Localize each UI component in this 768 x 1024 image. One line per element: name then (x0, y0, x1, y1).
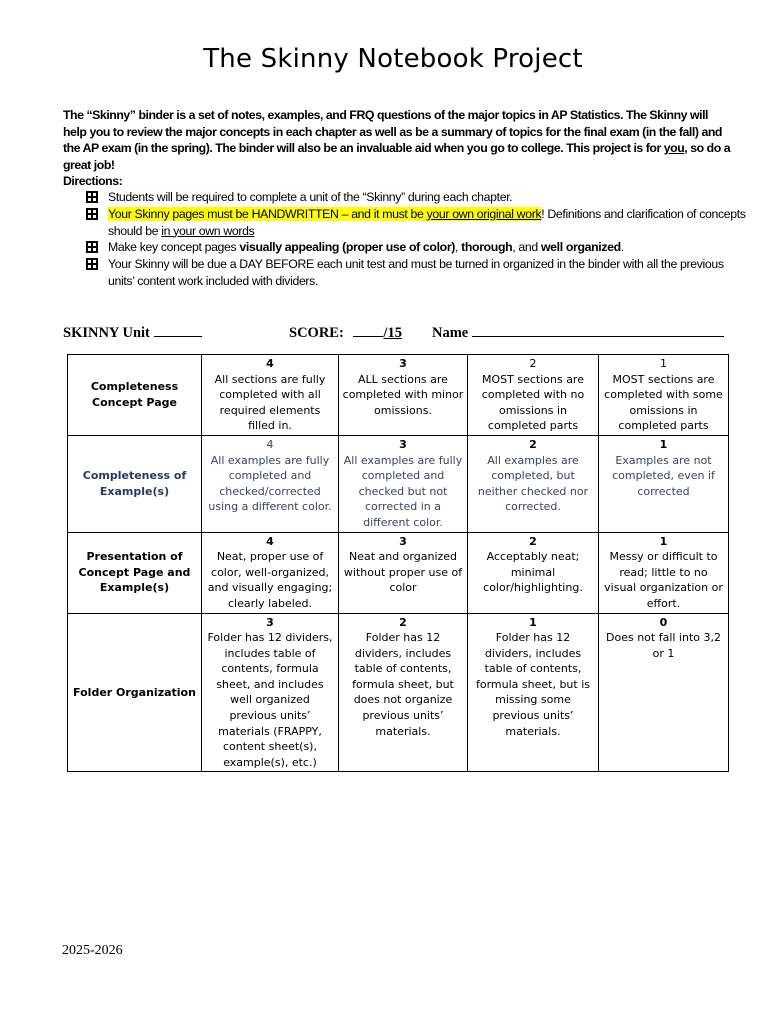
score-blank[interactable] (353, 322, 383, 337)
name-blank[interactable] (472, 322, 724, 337)
points-value: 3 (266, 615, 274, 629)
points-value: 0 (659, 615, 668, 629)
checklist-bullet-icon (86, 241, 98, 253)
rubric-cell (468, 355, 599, 436)
rubric-description: Examples are not completed, even if corrected (612, 453, 715, 498)
direction-text: Your Skinny will be due a DAY BEFORE each unit test and must be turned in organized in the binder with all the previous units’ content work included with dividers. (108, 257, 724, 288)
rubric-cell (599, 532, 729, 613)
rubric-row-examples (68, 435, 729, 532)
rubric-description: Neat and organized without proper use of color (343, 550, 463, 595)
rubric-cell (468, 613, 599, 772)
rubric-description: MOST sections are completed with some omissions in completed parts (604, 372, 723, 433)
rubric-description: All sections are fully completed with all required elements filled in. (214, 372, 326, 433)
points-value: 4 (266, 437, 274, 451)
score-field (289, 322, 402, 342)
points-value: 2 (529, 534, 537, 548)
direction-item (86, 256, 746, 290)
school-year-footer: 2025-2026 (62, 943, 123, 958)
points-value: 3 (399, 437, 407, 451)
direction-item (86, 206, 746, 240)
direction-text: . (620, 240, 624, 255)
rubric-cell (599, 355, 729, 436)
name-field (432, 322, 724, 342)
rubric-cell (339, 532, 468, 613)
direction-item (86, 239, 746, 256)
points-value: 4 (266, 534, 274, 548)
rubric-table (67, 354, 729, 772)
direction-item (86, 189, 746, 206)
points-value: 1 (659, 534, 668, 548)
score-label: SCORE: (289, 325, 344, 341)
direction-bold-text: well organized (540, 240, 621, 255)
rubric-description: MOST sections are completed with no omissions in completed parts (481, 372, 585, 433)
rubric-cell (202, 532, 339, 613)
direction-text: Make key concept pages (108, 240, 240, 255)
rubric-row-presentation (68, 532, 729, 613)
rubric-cell (468, 532, 599, 613)
rubric-description: Does not fall into 3,2 or 1 (606, 631, 721, 660)
direction-bold-text: visually appealing (proper use of color) (239, 240, 455, 255)
directions-heading: Directions: (63, 174, 123, 188)
rubric-cell (202, 355, 339, 436)
criterion-cell: Folder Organization (68, 613, 202, 772)
rubric-cell (339, 613, 468, 772)
points-value: 1 (529, 615, 537, 629)
direction-text: ! Definitions and clarification of concepts should be (108, 206, 746, 238)
unit-label: SKINNY Unit (63, 325, 150, 341)
unit-blank[interactable] (154, 322, 202, 337)
rubric-description: Messy or difficult to read; little to no visual organization or effort. (604, 550, 723, 610)
name-label: Name (432, 325, 469, 341)
points-value: 2 (529, 437, 537, 451)
rubric-description: Folder has 12 dividers, includes table of contents, formula sheet, and includes well organized previous units’ materials (FRAPPY, content sheet(s), example(s), etc.) (207, 631, 333, 769)
direction-highlighted-underlined-text: your own original work (426, 206, 542, 221)
direction-text: , (455, 240, 462, 255)
criterion-cell: Completeness of Example(s) (68, 435, 202, 532)
rubric-cell (468, 435, 599, 532)
checklist-bullet-icon (86, 208, 98, 220)
points-value: 2 (399, 615, 407, 629)
checklist-bullet-icon (86, 191, 98, 203)
rubric-row-concept-page (68, 355, 729, 436)
points-value: 2 (529, 357, 537, 370)
direction-text: , and (512, 240, 541, 255)
direction-bold-text: thorough (461, 240, 513, 255)
intro-text-1: The “Skinny” binder is a set of notes, examples, and FRQ questions of the major topics in AP Statistics. The Skinny will help you to review the major concepts in each chapter as well as be a summary of topics for the final exam (in the fall) and the AP exam (in the spring). The binder will also be an invaluable aid when you go to college. This project is for (63, 108, 722, 155)
rubric-description: All examples are completed, but neither checked nor corrected. (477, 453, 589, 514)
rubric-description: All examples are fully completed and checked/corrected using a different color. (208, 453, 332, 514)
rubric-cell (202, 613, 339, 772)
intro-text-2: , so do a great job! (63, 141, 731, 172)
unit-field (63, 322, 202, 342)
checklist-bullet-icon (86, 258, 98, 270)
points-value: 1 (659, 437, 668, 451)
rubric-cell (339, 435, 468, 532)
rubric-description: Acceptably neat; minimal color/highlighting. (483, 550, 583, 595)
score-line (63, 322, 743, 342)
rubric-description: ALL sections are completed with minor omissions. (342, 372, 464, 417)
rubric-description: Folder has 12 dividers, includes table of contents, formula sheet, but does not organize previous units’ materials. (352, 631, 454, 738)
direction-text: Students will be required to complete a unit of the “Skinny” during each chapter. (108, 190, 513, 204)
score-total: /15 (383, 325, 402, 341)
rubric-description: All examples are fully completed and checked but not corrected in a different color. (343, 453, 463, 529)
criterion-cell: Presentation of Concept Page and Example(s) (68, 532, 202, 613)
directions-list (86, 189, 746, 290)
direction-underlined-text: in your own words (161, 223, 255, 238)
rubric-row-folder (68, 613, 729, 772)
rubric-description: Neat, proper use of color, well-organized, and visually engaging; clearly labeled. (207, 550, 333, 610)
rubric-cell (599, 613, 729, 772)
rubric-cell (202, 435, 339, 532)
rubric-cell (339, 355, 468, 436)
criterion-cell: Completeness Concept Page (68, 355, 202, 436)
intro-underlined-word: you (663, 141, 685, 155)
points-value: 1 (660, 357, 667, 370)
rubric-cell (599, 435, 729, 532)
intro-paragraph (63, 107, 731, 190)
rubric-description: Folder has 12 dividers, includes table of contents, formula sheet, but is missing some previous units’ materials. (475, 631, 590, 738)
points-value: 4 (266, 357, 274, 370)
points-value: 3 (399, 357, 407, 370)
page-title: The Skinny Notebook Project (203, 44, 583, 74)
direction-highlighted-text: Your Skinny pages must be HANDWRITTEN – and it must be (108, 206, 427, 221)
points-value: 3 (399, 534, 407, 548)
